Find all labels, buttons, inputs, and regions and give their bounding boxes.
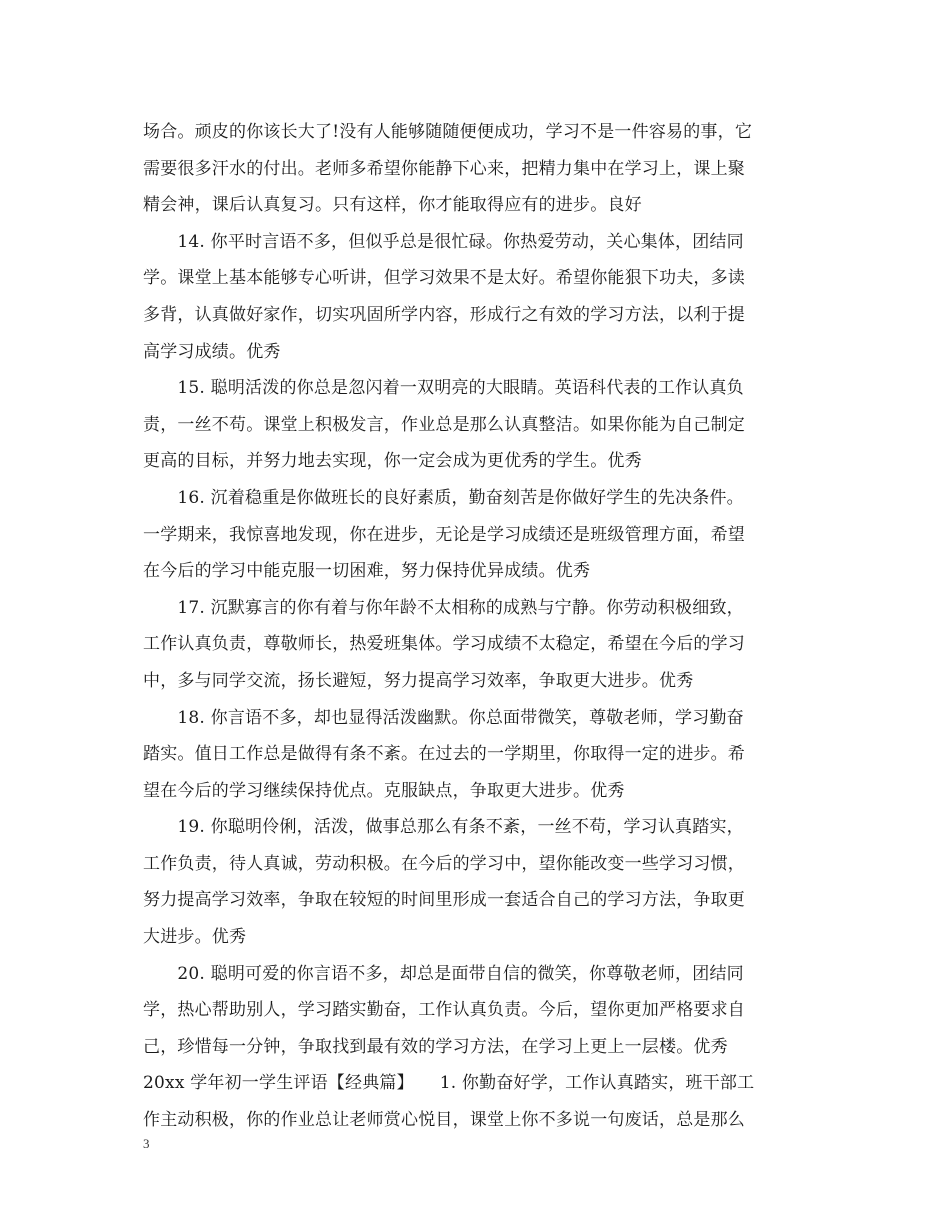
- text-line: 更高的目标，并努力地去实现，你一定会成为更优秀的学生。优秀: [143, 451, 642, 472]
- text-line: 精会神，课后认真复习。只有这样，你才能取得应有的进步。良好: [143, 195, 642, 216]
- text-line: 14. 你平时言语不多，但似乎总是很忙碌。你热爱劳动，关心集体，团结同: [143, 231, 744, 252]
- text-line: 责，一丝不苟。课堂上积极发言，作业总是那么认真整洁。如果你能为自己制定: [143, 414, 745, 435]
- text-line: 己，珍惜每一分钟，争取找到最有效的学习方法，在学习上更上一层楼。优秀: [143, 1036, 728, 1057]
- text-line: 踏实。值日工作总是做得有条不紊。在过去的一学期里，你取得一定的进步。希: [143, 744, 745, 765]
- text-line: 高学习成绩。优秀: [143, 341, 281, 362]
- text-line: 工作负责，待人真诚，劳动积极。在今后的学习中，望你能改变一些学习习惯，: [143, 853, 745, 874]
- text-line: 20xx 学年初一学生评语【经典篇】 1. 你勤奋好学，工作认真踏实，班干部工: [143, 1073, 755, 1094]
- text-line: 中，多与同学交流，扬长避短，努力提高学习效率，争取更大进步。优秀: [143, 670, 694, 691]
- text-line: 望在今后的学习继续保持优点。克服缺点，争取更大进步。优秀: [143, 780, 625, 801]
- page-number: 3: [143, 1136, 150, 1151]
- text-line: 作主动积极，你的作业总让老师赏心悦目，课堂上你不多说一句废话，总是那么: [143, 1110, 745, 1131]
- text-line: 学，热心帮助别人，学习踏实勤奋，工作认真负责。今后，望你更加严格要求自: [143, 1000, 745, 1021]
- text-line: 大进步。优秀: [143, 927, 247, 948]
- text-line: 学。课堂上基本能够专心听讲，但学习效果不是太好。希望你能狠下功夫，多读: [143, 268, 745, 289]
- text-line: 15. 聪明活泼的你总是忽闪着一双明亮的大眼睛。英语科代表的工作认真负: [143, 378, 744, 399]
- text-line: 需要很多汗水的付出。老师多希望你能静下心来，把精力集中在学习上，课上聚: [143, 158, 745, 179]
- text-line: 工作认真负责，尊敬师长，热爱班集体。学习成绩不太稳定，希望在今后的学习: [143, 634, 745, 655]
- document-body: [143, 114, 815, 1139]
- text-line: 努力提高学习效率，争取在较短的时间里形成一套适合自己的学习方法，争取更: [143, 890, 745, 911]
- text-line: 18. 你言语不多，却也显得活泼幽默。你总面带微笑，尊敬老师，学习勤奋: [143, 707, 744, 728]
- text-line: 在今后的学习中能克服一切困难，努力保持优异成绩。优秀: [143, 561, 591, 582]
- text-line: 17. 沉默寡言的你有着与你年龄不太相称的成熟与宁静。你劳动积极细致，: [143, 597, 744, 618]
- text-line: 多背，认真做好家作，切实巩固所学内容，形成行之有效的学习方法，以利于提: [143, 304, 745, 325]
- text-line: 19. 你聪明伶俐，活泼，做事总那么有条不紊，一丝不苟，学习认真踏实，: [143, 817, 744, 838]
- text-line: 16. 沉着稳重是你做班长的良好素质，勤奋刻苦是你做好学生的先决条件。: [143, 487, 744, 508]
- text-line: 场合。顽皮的你该长大了!没有人能够随随便便成功，学习不是一件容易的事，它: [143, 122, 753, 142]
- text-line: 20. 聪明可爱的你言语不多，却总是面带自信的微笑，你尊敬老师，团结同: [143, 963, 744, 984]
- text-line: 一学期来，我惊喜地发现，你在进步，无论是学习成绩还是班级管理方面，希望: [143, 524, 745, 545]
